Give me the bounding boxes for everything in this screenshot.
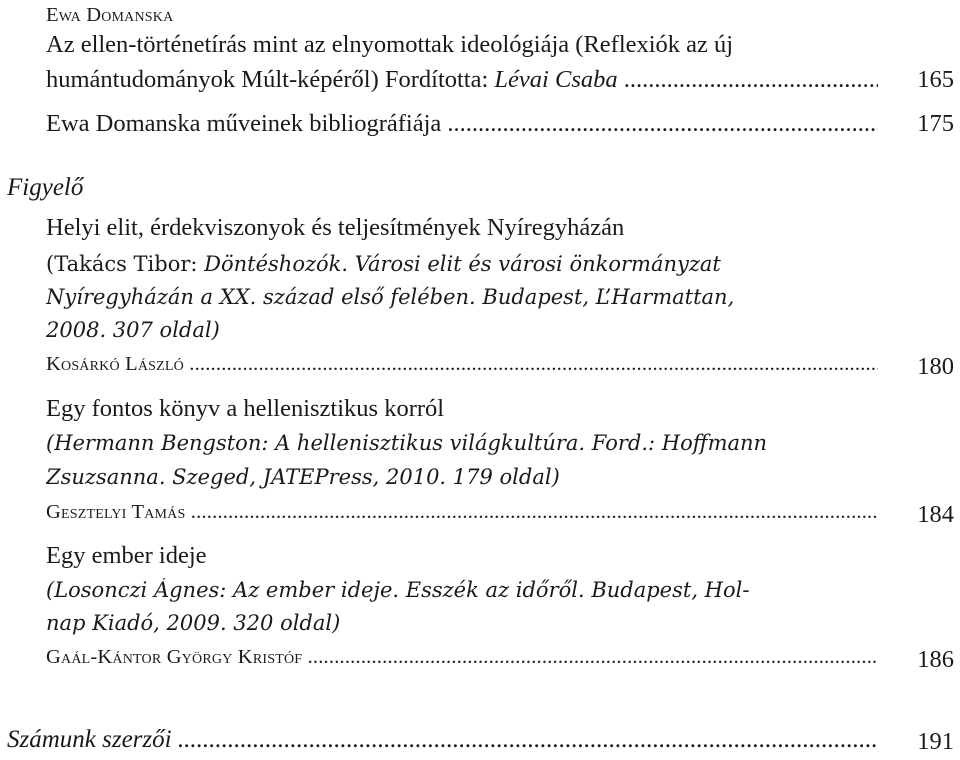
- review-reference-line: (Hermann Bengston: A hellenisztikus világkultúra. Ford.: Hoffmann: [46, 431, 768, 455]
- page-number: 165: [917, 66, 954, 93]
- reviewer-line: [46, 501, 878, 525]
- translator-name: Lévai Csaba: [494, 66, 618, 93]
- toc-entry-contributors: [7, 726, 877, 755]
- review-title: Egy fontos könyv a hellenisztikus korról: [46, 395, 445, 422]
- reviewer-name: Gesztelyi Tamás: [46, 501, 186, 523]
- review-reference-line: nap Kiadó, 2009. 320 oldal): [46, 611, 341, 635]
- section-heading-szerzoi: Számunk szerzői: [7, 726, 172, 753]
- entry-title-line: Az ellen-történetírás mint az elnyomottak ideológiája (Reflexiók az új: [46, 31, 734, 58]
- reviewer-line: [46, 646, 878, 670]
- review-title: Helyi elit, érdekviszonyok és teljesítmények Nyíregyházán: [46, 214, 625, 241]
- review-reference-line: [46, 252, 878, 276]
- review-title: Egy ember ideje: [46, 542, 207, 569]
- page-number: 184: [917, 501, 954, 528]
- reviewer-name: Gaál-Kántor György Kristóf: [46, 646, 303, 668]
- page-number: 191: [917, 728, 954, 755]
- page-number: 175: [917, 110, 954, 137]
- reference-author: (Takács Tibor:: [46, 252, 205, 276]
- review-reference-line: (Losonczi Ágnes: Az ember ideje. Esszék az időről. Budapest, Hol-: [46, 578, 750, 602]
- page-number: 180: [917, 353, 954, 380]
- reviewer-name: Kosárkó László: [46, 353, 184, 375]
- reference-book-title: Döntéshozók. Városi elit és városi önkormányzat: [204, 252, 721, 276]
- page-number: 186: [917, 646, 954, 673]
- author-domanska: Ewa Domanska: [46, 4, 174, 26]
- review-reference-line: Zsuzsanna. Szeged, JATEPress, 2010. 179 oldal): [46, 465, 560, 489]
- reviewer-line: [46, 353, 878, 377]
- entry-title-text: Ewa Domanska műveinek bibliográfiája: [46, 110, 442, 137]
- entry-title-text: humántudományok Múlt-képéről) Fordította:: [46, 66, 495, 93]
- review-reference-line: Nyíregyházán a XX. század első felében. Budapest, L’Harmattan,: [46, 285, 735, 309]
- section-heading-figyelo: Figyelő: [7, 174, 84, 201]
- review-reference-line: 2008. 307 oldal): [46, 318, 220, 342]
- toc-entry-bibliography: [46, 110, 878, 138]
- entry-title-line: [46, 66, 878, 94]
